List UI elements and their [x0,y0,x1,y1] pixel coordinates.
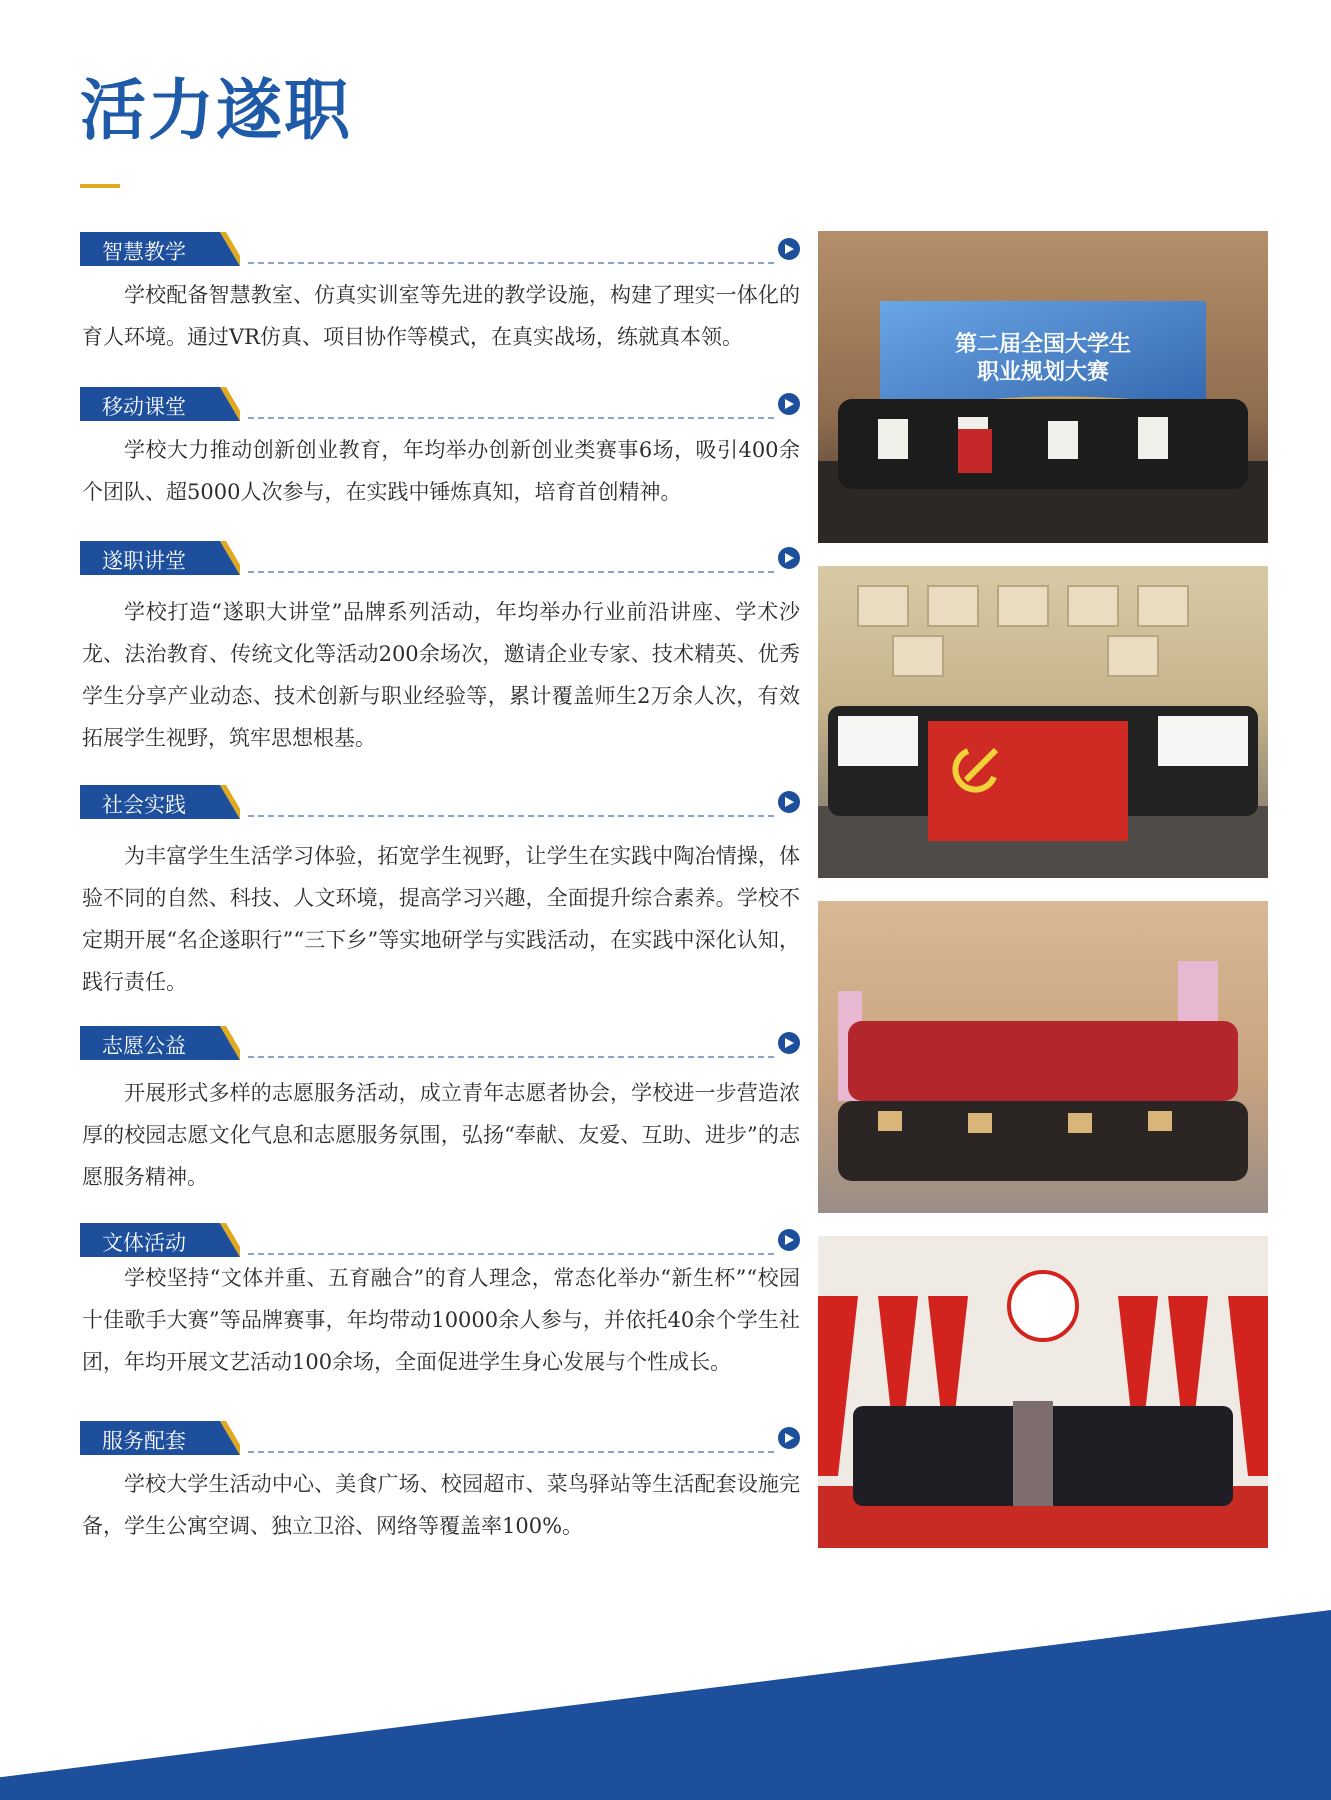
section-header [80,232,800,266]
arrow-right-icon[interactable] [778,791,800,813]
arrow-right-icon[interactable] [778,1427,800,1449]
section-title: 志愿公益 [102,1034,186,1058]
section-services [80,1421,800,1547]
photo-volunteers [818,901,1268,1213]
title-underline [80,184,120,188]
group-photo-career-contest-icon [818,231,1268,543]
section-title: 文体活动 [102,1231,186,1255]
dashed-divider [248,1451,774,1453]
section-body: 开展形式多样的志愿服务活动，成立青年志愿者协会，学校进一步营造浓厚的校园志愿文化气息和志愿服务氛围，弘扬“奉献、友爱、互助、进步”的志愿服务精神。 [82,1081,800,1189]
dashed-divider [248,262,774,264]
group-photo-party-flag-icon [818,566,1268,878]
page-title: 活力遂职 [80,72,352,149]
photo-career-contest [818,231,1268,543]
arrow-right-icon[interactable] [778,1032,800,1054]
section-body: 学校大学生活动中心、美食广场、校园超市、菜鸟驿站等生活配套设施完备，学生公寓空调、独立卫浴、网络等覆盖率100%。 [82,1472,800,1538]
section-culture-sports [80,1223,800,1383]
dashed-divider [248,815,774,817]
photo-stage-performance [818,1236,1268,1548]
photo-party-flag [818,566,1268,878]
dashed-divider [248,1056,774,1058]
section-volunteer [80,1026,800,1198]
section-header [80,387,800,421]
section-header [80,785,800,819]
section-social-practice [80,785,800,1003]
footer-band [0,1610,1331,1800]
arrow-right-icon[interactable] [778,547,800,569]
group-photo-volunteers-icon [818,901,1268,1213]
section-header [80,1223,800,1257]
dashed-divider [248,571,774,573]
arrow-right-icon[interactable] [778,393,800,415]
dashed-divider [248,417,774,419]
section-header [80,541,800,575]
section-header [80,1026,800,1060]
section-title: 社会实践 [102,793,186,817]
section-header [80,1421,800,1455]
section-body: 为丰富学生生活学习体验，拓宽学生视野，让学生在实践中陶冶情操，体验不同的自然、科技、人文环境，提高学习兴趣，全面提升综合素养。学校不定期开展“名企遂职行”“三下乡”等实地研学与实践活动，在实践中深化认知，践行责任。 [82,844,800,994]
arrow-right-icon[interactable] [778,1229,800,1251]
photo-caption-line1: 第二届全国大学生 [954,332,1131,357]
arrow-right-icon[interactable] [778,238,800,260]
section-body: 学校打造“遂职大讲堂”品牌系列活动，年均举办行业前沿讲座、学术沙龙、法治教育、传统文化等活动200余场次，邀请企业专家、技术精英、优秀学生分享产业动态、技术创新与职业经验等，累计覆盖师生2万余人次，有效拓展学生视野，筑牢思想根基。 [82,600,800,750]
section-title: 服务配套 [102,1429,186,1453]
section-lecture-hall [80,541,800,759]
section-mobile-classroom [80,387,800,513]
section-title: 移动课堂 [102,395,186,419]
section-smart-teaching [80,232,800,358]
section-body: 学校坚持“文体并重、五育融合”的育人理念，常态化举办“新生杯”“校园十佳歌手大赛”等品牌赛事，年均带动10000余人参与，并依托40余个学生社团，年均开展文艺活动100余场，全面促进学生身心发展与个性成长。 [82,1266,800,1374]
photo-caption-line2: 职业规划大赛 [976,360,1109,385]
section-body: 学校配备智慧教室、仿真实训室等先进的教学设施，构建了理实一体化的育人环境。通过VR仿真、项目协作等模式，在真实战场，练就真本领。 [82,283,800,349]
group-photo-stage-performance-icon [818,1236,1268,1548]
dashed-divider [248,1253,774,1255]
section-body: 学校大力推动创新创业教育，年均举办创新创业类赛事6场，吸引400余个团队、超5000人次参与，在实践中锤炼真知，培育首创精神。 [82,438,800,504]
section-title: 遂职讲堂 [102,549,186,573]
section-title: 智慧教学 [102,240,186,264]
